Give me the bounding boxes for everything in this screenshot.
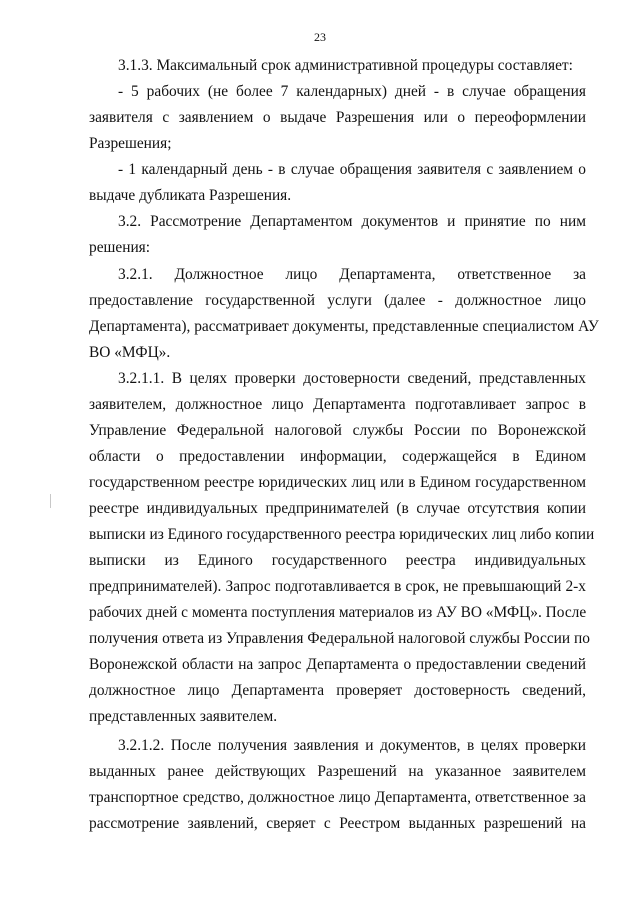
text-line: области о предоставлении информации, содержащейся в Едином	[89, 448, 586, 465]
text-line: рассмотрение заявлений, сверяет с Реестром выданных разрешений на	[89, 815, 586, 832]
text-line: выданных ранее действующих Разрешений на указанное заявителем	[89, 763, 586, 780]
text-line: транспортное средство, должностное лицо Департамента, ответственное за	[89, 789, 586, 806]
text-line: заявителя с заявлением о выдаче Разрешения или о переоформлении	[89, 109, 586, 126]
text-line: выписки из Единого государственного реестра юридических лиц либо копии	[89, 526, 595, 543]
text-line: 3.1.3. Максимальный срок административной процедуры составляет:	[118, 57, 573, 74]
text-line: 3.2.1.2. После получения заявления и документов, в целях проверки	[118, 737, 586, 754]
text-line: - 5 рабочих (не более 7 календарных) дней - в случае обращения	[118, 83, 586, 100]
text-line: государственном реестре юридических лиц или в Едином государственном	[89, 474, 586, 491]
text-line: 3.2. Рассмотрение Департаментом документов и принятие по ним	[118, 213, 586, 230]
text-line: предпринимателей). Запрос подготавливается в срок, не превышающий 2-х	[89, 578, 586, 595]
text-line: решения:	[89, 239, 151, 256]
text-line: представленных заявителем.	[89, 708, 278, 725]
page-number: 23	[314, 30, 326, 44]
margin-mark	[50, 494, 51, 508]
text-line: рабочих дней с момента поступления материалов из АУ ВО «МФЦ». После	[89, 604, 587, 621]
text-line: получения ответа из Управления Федеральной налоговой службы России по	[89, 630, 590, 647]
text-line: предоставление государственной услуги (далее - должностное лицо	[89, 292, 586, 309]
text-line: Управление Федеральной налоговой службы России по Воронежской	[89, 422, 586, 439]
text-line: должностное лицо Департамента проверяет достоверность сведений,	[89, 682, 586, 699]
text-line: выписки из Единого государственного реестра индивидуальных	[89, 552, 586, 569]
text-line: заявителем, должностное лицо Департамента подготавливает запрос в	[89, 396, 586, 413]
text-line: ВО «МФЦ».	[89, 344, 171, 361]
text-line: Департамента), рассматривает документы, представленные специалистом АУ	[89, 318, 599, 335]
text-line: 3.2.1.1. В целях проверки достоверности сведений, представленных	[118, 370, 586, 387]
text-line: выдаче дубликата Разрешения.	[89, 187, 292, 204]
text-line: Разрешения;	[89, 135, 172, 152]
text-line: реестре индивидуальных предпринимателей (в случае отсутствия копии	[89, 500, 586, 517]
text-line: 3.2.1. Должностное лицо Департамента, ответственное за	[118, 266, 586, 283]
text-line: Воронежской области на запрос Департамента о предоставлении сведений	[89, 656, 586, 673]
text-line: - 1 календарный день - в случае обращения заявителя с заявлением о	[118, 161, 586, 178]
